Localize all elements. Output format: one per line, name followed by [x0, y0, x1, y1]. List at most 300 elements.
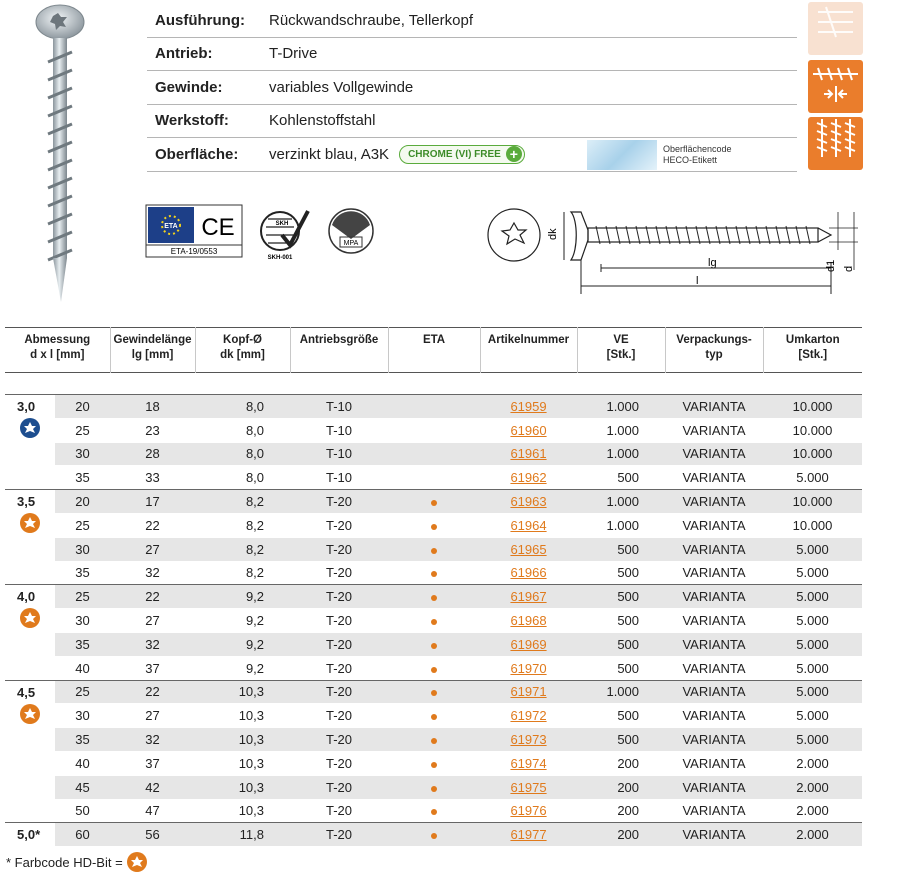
article-number-link[interactable]: 61971 [510, 684, 547, 700]
article-number-link[interactable]: 61976 [510, 803, 547, 819]
table-row [5, 561, 862, 585]
article-number-link[interactable]: 61969 [510, 636, 547, 652]
eta-cell [388, 395, 480, 419]
spec-value [269, 145, 525, 164]
table-row [5, 799, 862, 823]
head-diameter-cell: 10,3 [238, 803, 265, 819]
length-cell: 30 [75, 613, 90, 629]
article-number-link[interactable]: 61977 [510, 827, 547, 843]
article-number-cell[interactable] [480, 799, 577, 823]
article-number-link[interactable]: 61973 [510, 732, 547, 748]
packing-unit-cell: 500 [617, 660, 640, 676]
article-number-cell[interactable] [480, 751, 577, 775]
article-number-cell[interactable] [480, 656, 577, 680]
length-cell: 25 [75, 517, 90, 533]
article-number-cell[interactable] [480, 585, 577, 609]
carton-cell: 10.000 [763, 395, 862, 419]
packaging-type-cell: VARIANTA [665, 823, 763, 847]
surface-code-text [663, 144, 732, 166]
col-header: Abmessung d x l [mm] [24, 334, 91, 361]
length-cell: 35 [55, 632, 110, 656]
table-row [5, 418, 862, 442]
eta-dot-icon [431, 714, 437, 720]
table-row [5, 585, 862, 609]
article-number-link[interactable]: 61963 [510, 494, 547, 510]
article-number-link[interactable]: 61966 [510, 565, 547, 581]
thread-length-cell: 22 [145, 517, 160, 533]
col-header: ETA [388, 328, 480, 373]
article-number-cell[interactable] [480, 680, 577, 704]
eta-dot-icon [431, 762, 437, 768]
article-number-cell[interactable] [480, 395, 577, 419]
table-row [5, 395, 862, 419]
length-cell: 45 [55, 775, 110, 799]
dimension-cell [5, 395, 55, 490]
table-row [5, 632, 862, 656]
packaging-type-cell: VARIANTA [682, 517, 746, 533]
length-cell: 40 [75, 660, 90, 676]
eta-cell [388, 442, 480, 466]
packing-unit-cell: 1.000 [606, 422, 640, 438]
eta-cell [388, 680, 480, 704]
drive-size-cell: T-20 [290, 775, 388, 799]
eta-cell [388, 728, 480, 752]
spec-value: variables Vollgewinde [269, 78, 414, 96]
bit-color-icon [20, 608, 40, 628]
eta-cell [388, 537, 480, 561]
head-diameter-cell: 10,3 [238, 755, 265, 771]
thread-length-cell: 37 [145, 660, 160, 676]
certification-logos-svg [146, 205, 386, 265]
article-number-link[interactable]: 61961 [510, 446, 547, 462]
packing-unit-cell: 1.000 [577, 395, 665, 419]
eta-dot-icon [431, 571, 437, 577]
packing-unit-cell: 500 [617, 565, 640, 581]
packaging-type-cell: VARIANTA [665, 395, 763, 419]
length-cell: 25 [55, 680, 110, 704]
drive-size-cell: T-20 [326, 565, 353, 581]
carton-cell: 5.000 [763, 585, 862, 609]
drive-size-cell: T-20 [326, 755, 353, 771]
thread-length-cell: 32 [110, 728, 195, 752]
article-number-cell[interactable] [480, 775, 577, 799]
packaging-type-cell: VARIANTA [682, 660, 746, 676]
thread-length-cell: 32 [145, 565, 160, 581]
article-number-link[interactable]: 61970 [510, 660, 547, 676]
carton-cell: 5.000 [763, 680, 862, 704]
hd-bit-icon [127, 852, 147, 872]
bit-color-icon [20, 513, 40, 533]
article-number-cell[interactable] [480, 561, 577, 585]
spec-label: Oberfläche: [155, 145, 239, 163]
surface-color-swatch [587, 140, 657, 170]
article-number-cell[interactable] [480, 632, 577, 656]
article-number-cell[interactable] [480, 513, 577, 537]
article-number-cell[interactable] [480, 466, 577, 490]
packing-unit-cell: 500 [577, 537, 665, 561]
packaging-type-cell: VARIANTA [665, 442, 763, 466]
article-number-link[interactable]: 61975 [510, 779, 547, 795]
eta-dot-icon [431, 738, 437, 744]
table-header-row [5, 328, 862, 373]
packing-unit-cell: 200 [577, 823, 665, 847]
spec-label: Ausführung: [155, 11, 245, 29]
drive-size-cell: T-20 [290, 632, 388, 656]
perfect-pitch-icon [808, 117, 863, 170]
length-cell: 40 [75, 755, 90, 771]
packaging-type-cell: VARIANTA [682, 803, 746, 819]
col-header: Artikelnummer [480, 328, 577, 373]
packing-unit-cell: 500 [617, 708, 640, 724]
article-number-link[interactable]: 61964 [510, 517, 547, 533]
head-diameter-cell: 8,0 [245, 422, 265, 438]
packing-unit-cell: 1.000 [577, 680, 665, 704]
spec-row [147, 105, 797, 139]
carton-cell: 2.000 [796, 755, 829, 771]
col-header: Umkarton [Stk.] [763, 328, 862, 373]
dimension-cell [5, 490, 55, 585]
carton-cell: 2.000 [763, 823, 862, 847]
table-row [5, 537, 862, 561]
col-header: Kopf-Ø dk [mm] [195, 328, 290, 373]
table-row [5, 775, 862, 799]
eta-cell [388, 513, 480, 537]
footnote-text: * Farbcode HD-Bit = [6, 854, 123, 870]
article-number-cell[interactable] [480, 537, 577, 561]
feature-magic-close [808, 60, 908, 113]
dim-d: d [843, 265, 855, 272]
head-diameter-cell: 8,0 [245, 470, 265, 486]
spec-row [147, 38, 797, 72]
carton-cell: 5.000 [796, 470, 829, 486]
head-diameter-cell: 10,3 [195, 680, 290, 704]
dimension-cell [5, 585, 55, 680]
spec-table [147, 4, 797, 172]
dimension-label: 3,0 [17, 399, 36, 414]
packaging-type-cell: VARIANTA [682, 470, 746, 486]
table-row [5, 823, 862, 847]
table-row [5, 656, 862, 680]
surface-code-line1: Oberflächencode [663, 143, 732, 154]
drive-size-cell: T-20 [290, 490, 388, 514]
drive-size-cell: T-20 [326, 803, 353, 819]
spec-row [147, 138, 797, 172]
packaging-type-cell: VARIANTA [665, 775, 763, 799]
dimension-label: 5,0* [17, 827, 41, 843]
article-number-cell[interactable] [480, 704, 577, 728]
eta-cell [388, 823, 480, 847]
technical-drawing [486, 190, 866, 305]
col-header: Antriebsgröße [290, 328, 388, 373]
feature-perfect-pitch [808, 117, 908, 170]
eta-dot-icon [431, 643, 437, 649]
eta-cell [388, 466, 480, 490]
feature-label: Shift [883, 47, 898, 53]
article-number-cell[interactable] [480, 823, 577, 847]
eta-dot-icon [431, 833, 437, 839]
spec-value: Rückwandschraube, Tellerkopf [269, 11, 474, 29]
head-diameter-cell: 9,2 [195, 585, 290, 609]
table-row [5, 751, 862, 775]
eta-cell [388, 632, 480, 656]
drive-size-cell: T-20 [290, 823, 388, 847]
packing-unit-cell: 1.000 [606, 517, 640, 533]
head-diameter-cell: 8,2 [245, 565, 265, 581]
length-cell: 20 [55, 490, 110, 514]
product-table [5, 327, 862, 847]
length-cell: 30 [55, 537, 110, 561]
length-cell: 25 [55, 585, 110, 609]
drive-size-cell: T-20 [290, 680, 388, 704]
thread-length-cell: 27 [145, 613, 160, 629]
dim-dk: dk [547, 228, 559, 240]
eta-cell [388, 490, 480, 514]
article-number-link[interactable]: 61962 [510, 470, 547, 486]
drive-size-cell: T-20 [326, 660, 353, 676]
technical-drawing-svg [486, 190, 866, 300]
packing-unit-cell: 200 [617, 803, 640, 819]
article-number-cell[interactable] [480, 442, 577, 466]
shift-icon [808, 2, 863, 55]
eta-cell [388, 609, 480, 633]
table-row [5, 680, 862, 704]
packing-unit-cell: 500 [617, 613, 640, 629]
carton-cell: 10.000 [763, 490, 862, 514]
drive-size-cell: T-20 [290, 585, 388, 609]
spec-value: Kohlenstoffstahl [269, 112, 376, 130]
carton-cell: 5.000 [796, 565, 829, 581]
length-cell: 35 [75, 470, 90, 486]
eta-dot-icon [431, 809, 437, 815]
skh-label: SKH [275, 221, 289, 227]
dim-lg: lg [708, 257, 717, 269]
thread-length-cell: 32 [110, 632, 195, 656]
dimension-label: 3,5 [17, 494, 36, 510]
head-diameter-cell: 9,2 [245, 660, 265, 676]
drive-size-cell: T-10 [326, 422, 353, 438]
eta-dot-icon [431, 500, 437, 506]
article-number-link[interactable]: 61972 [510, 708, 547, 724]
screw-image [20, 2, 100, 307]
skh-code: SKH-001 [267, 255, 293, 261]
packing-unit-cell: 1.000 [577, 490, 665, 514]
spec-value: T-Drive [269, 45, 318, 63]
certification-logos [146, 205, 386, 270]
spec-row [147, 71, 797, 105]
table-row [5, 490, 862, 514]
article-number-link[interactable]: 61974 [510, 755, 547, 771]
packaging-type-cell: VARIANTA [682, 708, 746, 724]
magic-close-icon [808, 60, 863, 113]
thread-length-cell: 18 [110, 395, 195, 419]
eta-cell [388, 799, 480, 823]
packaging-type-cell: VARIANTA [682, 422, 746, 438]
carton-cell: 10.000 [763, 442, 862, 466]
carton-cell: 5.000 [763, 537, 862, 561]
feature-label: Magic Close [872, 105, 908, 111]
skh-logo [261, 211, 308, 261]
dimension-label: 4,5 [17, 684, 36, 700]
plus-icon: + [506, 146, 522, 162]
drive-size-cell: T-20 [326, 708, 353, 724]
head-diameter-cell: 9,2 [245, 613, 265, 629]
eta-dot-icon [431, 524, 437, 530]
carton-cell: 5.000 [796, 613, 829, 629]
carton-cell: 5.000 [763, 728, 862, 752]
eta-cell [388, 585, 480, 609]
footnote [6, 852, 147, 872]
packing-unit-cell: 500 [577, 728, 665, 752]
head-diameter-cell: 10,3 [195, 728, 290, 752]
thread-length-cell: 22 [110, 585, 195, 609]
length-cell: 20 [55, 395, 110, 419]
ce-mark: CE [201, 214, 235, 241]
packaging-type-cell: VARIANTA [665, 537, 763, 561]
mpa-label: MPA [343, 240, 359, 247]
eta-cell [388, 704, 480, 728]
spec-row [147, 4, 797, 38]
article-number-cell[interactable] [480, 418, 577, 442]
thread-length-cell: 27 [145, 708, 160, 724]
drive-size-cell: T-10 [326, 470, 353, 486]
carton-cell: 10.000 [792, 517, 833, 533]
length-cell: 35 [55, 728, 110, 752]
chrome-free-badge [399, 145, 525, 164]
length-cell: 25 [75, 422, 90, 438]
packaging-type-cell: VARIANTA [682, 565, 746, 581]
dim-d1: d1 [825, 259, 837, 272]
thread-length-cell: 27 [110, 537, 195, 561]
packing-unit-cell: 500 [617, 470, 640, 486]
head-diameter-cell: 8,2 [195, 537, 290, 561]
feature-shift [808, 2, 898, 55]
eta-dot-icon [431, 548, 437, 554]
length-cell: 50 [75, 803, 90, 819]
article-number-cell[interactable] [480, 490, 577, 514]
eta-cell [388, 656, 480, 680]
eta-cell [388, 775, 480, 799]
drive-size-cell: T-20 [290, 537, 388, 561]
length-cell: 30 [55, 442, 110, 466]
article-number-link[interactable]: 61960 [510, 422, 547, 438]
thread-length-cell: 37 [145, 755, 160, 771]
carton-cell: 5.000 [796, 708, 829, 724]
table-row [5, 442, 862, 466]
carton-cell: 5.000 [796, 660, 829, 676]
carton-cell: 10.000 [792, 422, 833, 438]
dimension-cell [5, 823, 55, 847]
head-diameter-cell: 8,0 [195, 442, 290, 466]
col-header: Gewindelänge lg [mm] [110, 328, 195, 373]
article-number-cell[interactable] [480, 609, 577, 633]
packaging-type-cell: VARIANTA [665, 680, 763, 704]
packing-unit-cell: 1.000 [577, 442, 665, 466]
surface-code-line2: HECO-Etikett [663, 154, 718, 165]
packaging-type-cell: VARIANTA [682, 613, 746, 629]
dimension-cell [5, 680, 55, 823]
chrome-free-label: CHROME (VI) FREE [408, 148, 501, 160]
packing-unit-cell: 200 [577, 775, 665, 799]
article-number-link[interactable]: 61965 [510, 541, 547, 557]
packing-unit-cell: 500 [577, 632, 665, 656]
spec-label: Antrieb: [155, 45, 213, 63]
thread-length-cell: 33 [145, 470, 160, 486]
col-header: Verpackungs- typ [665, 328, 763, 373]
article-number-link[interactable]: 61968 [510, 613, 547, 629]
eta-dot-icon [431, 595, 437, 601]
head-diameter-cell: 8,2 [195, 490, 290, 514]
head-diameter-cell: 11,8 [195, 823, 290, 847]
eta-cell [388, 751, 480, 775]
length-cell: 35 [75, 565, 90, 581]
drive-size-cell: T-10 [290, 442, 388, 466]
packing-unit-cell: 200 [617, 755, 640, 771]
feature-label: PerfectPitch [872, 162, 908, 168]
drive-size-cell: T-10 [290, 395, 388, 419]
thread-length-cell: 28 [110, 442, 195, 466]
packaging-type-cell: VARIANTA [665, 585, 763, 609]
thread-length-cell: 22 [110, 680, 195, 704]
surface-code [587, 138, 797, 171]
length-cell: 30 [75, 708, 90, 724]
spec-label: Gewinde: [155, 78, 223, 96]
table-row [5, 728, 862, 752]
head-diameter-cell: 8,0 [195, 395, 290, 419]
eta-dot-icon [431, 667, 437, 673]
svg-text:ETA: ETA [164, 223, 178, 230]
surface-value: verzinkt blau, A3K [269, 145, 390, 163]
eta-dot-icon [431, 786, 437, 792]
bit-color-icon [20, 704, 40, 724]
packaging-type-cell: VARIANTA [682, 755, 746, 771]
carton-cell: 2.000 [763, 775, 862, 799]
eta-dot-icon [431, 690, 437, 696]
thread-length-cell: 56 [110, 823, 195, 847]
eta-cell [388, 418, 480, 442]
eta-number: ETA-19/0553 [170, 247, 218, 256]
packaging-type-cell: VARIANTA [665, 632, 763, 656]
article-number-link[interactable]: 61967 [510, 589, 547, 605]
drive-size-cell: T-20 [326, 613, 353, 629]
dim-l: l [696, 275, 699, 287]
col-header: VE [Stk.] [577, 328, 665, 373]
carton-cell: 2.000 [796, 803, 829, 819]
length-cell: 60 [55, 823, 110, 847]
table-row [5, 466, 862, 490]
packaging-type-cell: VARIANTA [665, 728, 763, 752]
thread-length-cell: 42 [110, 775, 195, 799]
head-diameter-cell: 8,2 [245, 517, 265, 533]
thread-length-cell: 23 [145, 422, 160, 438]
packing-unit-cell: 500 [577, 585, 665, 609]
article-number-cell[interactable] [480, 728, 577, 752]
mpa-logo [329, 209, 373, 253]
thread-length-cell: 47 [145, 803, 160, 819]
article-number-link[interactable]: 61959 [510, 398, 547, 414]
bit-color-icon [20, 418, 40, 438]
drive-size-cell: T-20 [326, 517, 353, 533]
dimension-label: 4,0 [17, 589, 36, 605]
head-diameter-cell: 9,2 [195, 632, 290, 656]
packaging-type-cell: VARIANTA [665, 490, 763, 514]
carton-cell: 5.000 [763, 632, 862, 656]
table-row [5, 704, 862, 728]
head-diameter-cell: 10,3 [238, 708, 265, 724]
eta-dot-icon [431, 619, 437, 625]
thread-length-cell: 17 [110, 490, 195, 514]
spec-label: Werkstoff: [155, 112, 229, 130]
table-row [5, 609, 862, 633]
